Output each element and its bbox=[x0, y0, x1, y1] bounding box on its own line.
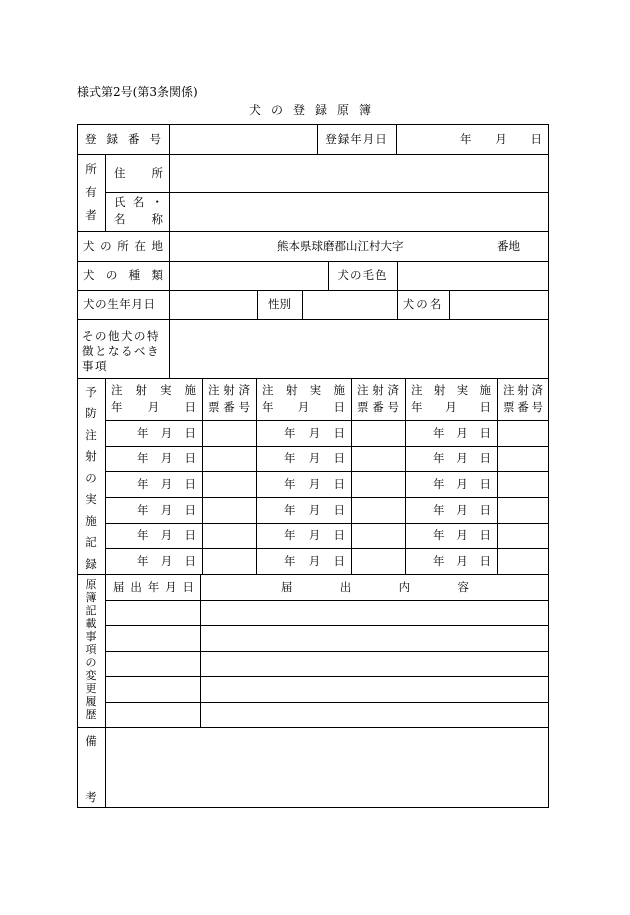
address-field[interactable] bbox=[170, 155, 548, 192]
features-label-line2: 徴となるべき bbox=[82, 344, 160, 358]
injection-date-cell-5-3[interactable]: 年 月 日 bbox=[433, 528, 491, 542]
features-label-line1: その他犬の特 bbox=[82, 329, 160, 343]
ticket-number-cell-5-1[interactable] bbox=[203, 524, 256, 548]
injection-date-cell-4-2[interactable]: 年 月 日 bbox=[284, 502, 345, 517]
ticket-number-cell-1-1[interactable] bbox=[203, 421, 256, 446]
injection-date-cell-3-2[interactable]: 年 月 日 bbox=[284, 476, 345, 491]
sex-label: 性別 bbox=[268, 297, 291, 311]
ticket-number-cell-4-2[interactable] bbox=[352, 498, 405, 523]
dog-breed-label: 犬 の 種 類 bbox=[83, 268, 163, 282]
ticket-number-cell-3-2[interactable] bbox=[352, 472, 405, 497]
injection-date-header-line1-2: 注 射 実 施 bbox=[262, 383, 345, 397]
address-label: 住 所 bbox=[114, 165, 163, 180]
injection-date-cell-3-3[interactable]: 年 月 日 bbox=[433, 476, 491, 491]
ticket-number-cell-2-3[interactable] bbox=[498, 447, 549, 471]
injection-date-cell-6-1[interactable]: 年 月 日 bbox=[137, 553, 196, 568]
change-date-field-3[interactable] bbox=[106, 652, 200, 676]
ticket-number-header-line2-2: 票 番 号 bbox=[357, 400, 399, 414]
ticket-number-cell-2-1[interactable] bbox=[203, 447, 256, 471]
change-content-field-1[interactable] bbox=[201, 601, 548, 625]
dog-registry-form bbox=[77, 124, 549, 808]
injection-date-cell-2-2[interactable]: 年 月 日 bbox=[284, 451, 345, 465]
dog-name-label: 犬の名 bbox=[402, 297, 444, 311]
form-title: 犬の登録原簿 bbox=[248, 103, 381, 117]
change-date-field-4[interactable] bbox=[106, 677, 200, 702]
ticket-number-header-line2-3: 票 番 号 bbox=[503, 400, 543, 414]
change-content-field-4[interactable] bbox=[201, 677, 548, 702]
change-date-field-2[interactable] bbox=[106, 626, 200, 651]
ticket-number-cell-2-2[interactable] bbox=[352, 447, 405, 471]
ticket-number-cell-1-3[interactable] bbox=[498, 421, 549, 446]
registration-number-label: 登 録 番 号 bbox=[85, 131, 161, 146]
dog-birthdate-field[interactable] bbox=[170, 291, 257, 319]
ticket-number-cell-6-3[interactable] bbox=[498, 549, 549, 574]
change-content-field-2[interactable] bbox=[201, 626, 548, 651]
registration-number-field[interactable] bbox=[170, 125, 317, 154]
ticket-number-header-line1-3: 注 射 済 bbox=[503, 383, 543, 397]
notification-content-header: 届 出 内 容 bbox=[281, 579, 469, 594]
change-content-field-5[interactable] bbox=[201, 703, 548, 727]
ticket-number-cell-5-3[interactable] bbox=[498, 524, 549, 548]
dog-birthdate-label: 犬の生年月日 bbox=[83, 297, 156, 311]
injection-date-header-line1-1: 注 射 実 施 bbox=[111, 383, 196, 397]
injection-date-cell-6-2[interactable]: 年 月 日 bbox=[284, 553, 345, 568]
ticket-number-cell-6-1[interactable] bbox=[203, 549, 256, 574]
ticket-number-header-line1-2: 注 射 済 bbox=[357, 383, 399, 397]
change-history-label: 原 簿 記 載 事 項 の 変 更 履 歴 bbox=[85, 578, 97, 722]
ticket-number-header-line1-1: 注 射 済 bbox=[208, 383, 250, 397]
injection-date-cell-2-3[interactable]: 年 月 日 bbox=[433, 451, 491, 465]
vaccination-record-label: 予 防 注 射 の 実 施 記 録 bbox=[85, 385, 97, 571]
owner-label: 所 有 者 bbox=[85, 162, 97, 223]
coat-color-field[interactable] bbox=[398, 262, 548, 290]
features-field[interactable] bbox=[170, 320, 548, 378]
injection-date-cell-6-3[interactable]: 年 月 日 bbox=[433, 553, 491, 568]
change-date-field-5[interactable] bbox=[106, 703, 200, 727]
remarks-field[interactable] bbox=[106, 728, 548, 807]
dog-breed-field[interactable] bbox=[170, 262, 328, 290]
registration-date-field[interactable]: 年 月 日 bbox=[460, 132, 542, 146]
injection-date-cell-2-1[interactable]: 年 月 日 bbox=[137, 451, 196, 465]
change-date-field-1[interactable] bbox=[106, 601, 200, 625]
injection-date-cell-5-2[interactable]: 年 月 日 bbox=[284, 528, 345, 542]
name-label-line1: 氏 名 ・ bbox=[114, 195, 163, 209]
name-label bbox=[105, 192, 169, 231]
dog-name-field[interactable] bbox=[450, 291, 548, 319]
features-label-line3: 事項 bbox=[82, 359, 108, 373]
injection-date-header-line2-3: 年 月 日 bbox=[411, 400, 491, 414]
injection-date-cell-1-2[interactable]: 年 月 日 bbox=[284, 425, 345, 440]
remarks-label: 備 考 bbox=[85, 734, 97, 804]
injection-date-header-line1-3: 注 射 実 施 bbox=[411, 383, 491, 397]
location-suffix: 番地 bbox=[497, 238, 520, 253]
features-label bbox=[82, 329, 160, 374]
ticket-number-cell-3-1[interactable] bbox=[203, 472, 256, 497]
injection-date-cell-1-1[interactable]: 年 月 日 bbox=[137, 425, 196, 440]
injection-date-cell-5-1[interactable]: 年 月 日 bbox=[137, 528, 196, 542]
ticket-number-cell-4-3[interactable] bbox=[498, 498, 549, 523]
dog-location-label: 犬 の 所 在 地 bbox=[83, 238, 163, 253]
name-label-line2: 名 称 bbox=[114, 212, 163, 226]
name-field[interactable] bbox=[170, 193, 548, 231]
ticket-number-cell-4-1[interactable] bbox=[203, 498, 256, 523]
sex-field[interactable] bbox=[303, 291, 397, 319]
injection-date-header-line2-1: 年 月 日 bbox=[111, 400, 196, 414]
change-content-field-3[interactable] bbox=[201, 652, 548, 676]
ticket-number-cell-6-2[interactable] bbox=[352, 549, 405, 574]
injection-date-cell-1-3[interactable]: 年 月 日 bbox=[433, 425, 491, 440]
ticket-number-cell-5-2[interactable] bbox=[352, 524, 405, 548]
ticket-number-header-line2-1: 票 番 号 bbox=[208, 400, 250, 414]
ticket-number-cell-3-3[interactable] bbox=[498, 472, 549, 497]
notification-date-header: 届 出 年 月 日 bbox=[113, 579, 194, 594]
form-number: 様式第2号(第3条関係) bbox=[77, 85, 198, 99]
injection-date-cell-3-1[interactable]: 年 月 日 bbox=[137, 476, 196, 491]
injection-date-header-line2-2: 年 月 日 bbox=[262, 400, 345, 414]
registration-date-label: 登録年月日 bbox=[325, 131, 388, 146]
injection-date-cell-4-1[interactable]: 年 月 日 bbox=[137, 502, 196, 517]
ticket-number-cell-1-2[interactable] bbox=[352, 421, 405, 446]
coat-color-label: 犬の毛色 bbox=[337, 268, 388, 282]
injection-date-cell-4-3[interactable]: 年 月 日 bbox=[433, 502, 491, 517]
location-value: 熊本県球磨郡山江村大字 bbox=[277, 238, 404, 253]
